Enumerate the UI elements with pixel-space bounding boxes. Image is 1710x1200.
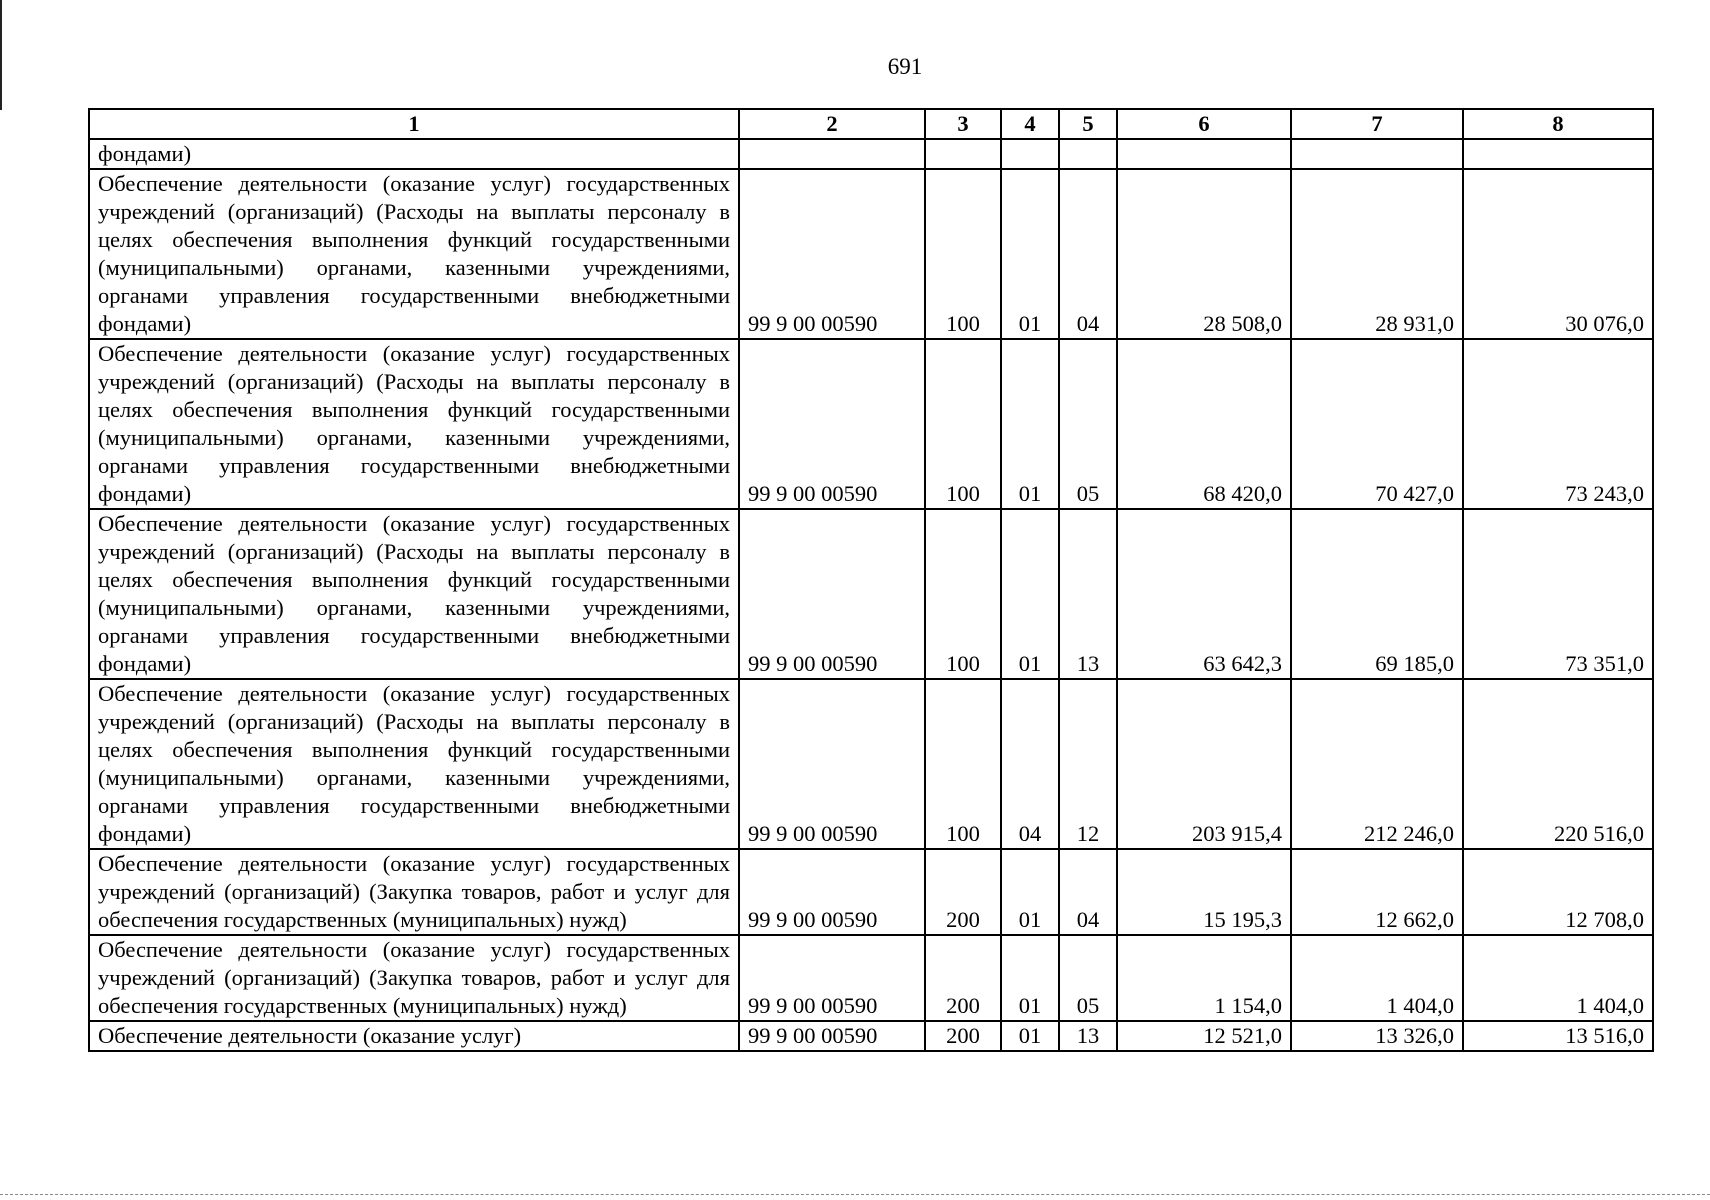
header-col-3: 3 [925,109,1001,139]
row-value-col7: 70 427,0 [1291,339,1463,509]
row-pr: 05 [1059,935,1117,1021]
header-col-4: 4 [1001,109,1059,139]
row-code: 99 9 00 00590 [739,169,925,339]
row-pr: 05 [1059,339,1117,509]
row-description: Обеспечение деятельности (оказание услуг) государственных учреждений (организаций) (Расходы на выплаты персоналу в целях обеспечения выполнения функций государственными (муниципальными) органами, казенными учреждениями, органами управления государственными внебюджетными фондами) [89,509,739,679]
header-col-1: 1 [89,109,739,139]
table-row [89,1021,1653,1051]
row-value-col8: 13 516,0 [1463,1021,1653,1051]
row-description: Обеспечение деятельности (оказание услуг) [89,1021,739,1051]
table-row [89,679,1653,849]
row-vr: 100 [925,339,1001,509]
row-value-col8: 30 076,0 [1463,169,1653,339]
row-description: Обеспечение деятельности (оказание услуг) государственных учреждений (организаций) (Расходы на выплаты персоналу в целях обеспечения выполнения функций государственными (муниципальными) органами, казенными учреждениями, органами управления государственными внебюджетными фондами) [89,679,739,849]
row-vr: 100 [925,679,1001,849]
table-row [89,339,1653,509]
row-pr: 12 [1059,679,1117,849]
table-row [89,509,1653,679]
row-value-col6: 1 154,0 [1117,935,1291,1021]
row-description: Обеспечение деятельности (оказание услуг) государственных учреждений (организаций) (Расходы на выплаты персоналу в целях обеспечения выполнения функций государственными (муниципальными) органами, казенными учреждениями, органами управления государственными внебюджетными фондами) [89,169,739,339]
row-value-col6: 203 915,4 [1117,679,1291,849]
row-value-col8: 1 404,0 [1463,935,1653,1021]
row-value-col8: 73 243,0 [1463,339,1653,509]
page-number: 691 [887,54,923,79]
row-code: 99 9 00 00590 [739,849,925,935]
table-row [89,935,1653,1021]
row-description: Обеспечение деятельности (оказание услуг) государственных учреждений (организаций) (Закупка товаров, работ и услуг для обеспечения государственных (муниципальных) нужд) [89,849,739,935]
row-value-col6: 68 420,0 [1117,339,1291,509]
row-description: Обеспечение деятельности (оказание услуг) государственных учреждений (организаций) (Расходы на выплаты персоналу в целях обеспечения выполнения функций государственными (муниципальными) органами, казенными учреждениями, органами управления государственными внебюджетными фондами) [89,339,739,509]
header-col-6: 6 [1117,109,1291,139]
row-rz: 01 [1001,849,1059,935]
row-code: 99 9 00 00590 [739,1021,925,1051]
table-row [89,169,1653,339]
row-pr: 04 [1059,849,1117,935]
row-pr: 04 [1059,169,1117,339]
row-rz: 01 [1001,169,1059,339]
row-vr: 200 [925,935,1001,1021]
row-description: Обеспечение деятельности (оказание услуг) государственных учреждений (организаций) (Закупка товаров, работ и услуг для обеспечения государственных (муниципальных) нужд) [89,935,739,1021]
row-vr: 200 [925,849,1001,935]
row-rz: 01 [1001,339,1059,509]
row-code: 99 9 00 00590 [739,509,925,679]
row-value-col8: 73 351,0 [1463,509,1653,679]
continuation-text: фондами) [89,139,739,169]
row-rz: 01 [1001,1021,1059,1051]
row-value-col7: 1 404,0 [1291,935,1463,1021]
row-value-col8: 12 708,0 [1463,849,1653,935]
row-vr: 100 [925,169,1001,339]
row-value-col7: 69 185,0 [1291,509,1463,679]
scan-bottom-edge [0,1194,1710,1196]
table-row [89,849,1653,935]
budget-table [88,108,1654,1052]
header-col-2: 2 [739,109,925,139]
header-col-7: 7 [1291,109,1463,139]
row-value-col7: 13 326,0 [1291,1021,1463,1051]
header-col-5: 5 [1059,109,1117,139]
row-value-col7: 28 931,0 [1291,169,1463,339]
row-vr: 100 [925,509,1001,679]
row-code: 99 9 00 00590 [739,339,925,509]
continuation-row [89,139,1653,169]
row-pr: 13 [1059,1021,1117,1051]
row-value-col6: 63 642,3 [1117,509,1291,679]
row-rz: 01 [1001,509,1059,679]
row-code: 99 9 00 00590 [739,935,925,1021]
row-value-col6: 28 508,0 [1117,169,1291,339]
table-header-row [89,109,1653,139]
row-vr: 200 [925,1021,1001,1051]
row-pr: 13 [1059,509,1117,679]
row-rz: 04 [1001,679,1059,849]
row-code: 99 9 00 00590 [739,679,925,849]
row-value-col7: 12 662,0 [1291,849,1463,935]
row-value-col7: 212 246,0 [1291,679,1463,849]
header-col-8: 8 [1463,109,1653,139]
row-value-col6: 12 521,0 [1117,1021,1291,1051]
table-body [89,139,1653,1051]
row-rz: 01 [1001,935,1059,1021]
row-value-col6: 15 195,3 [1117,849,1291,935]
row-value-col8: 220 516,0 [1463,679,1653,849]
